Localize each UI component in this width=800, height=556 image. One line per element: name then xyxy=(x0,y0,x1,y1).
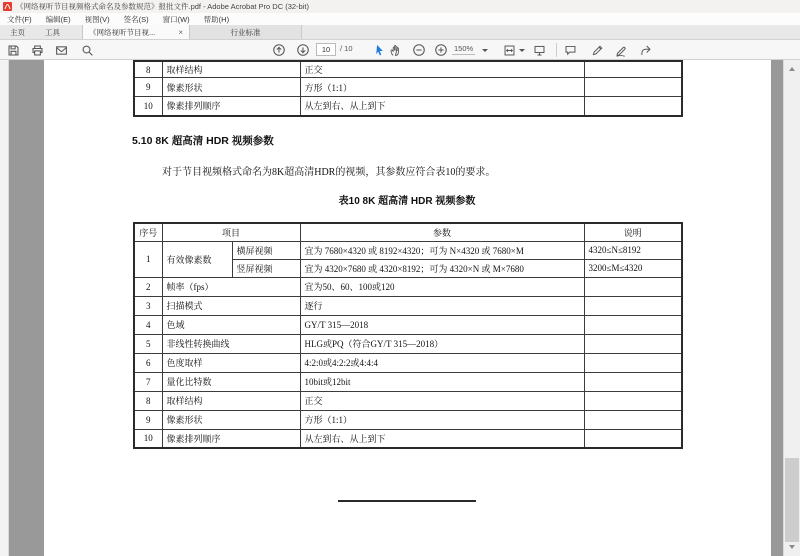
zoom-in-icon[interactable] xyxy=(434,43,448,57)
tab-tools[interactable]: 工具 xyxy=(45,27,60,37)
table-row: 5 非线性转换曲线 HLG或PQ（符合GY/T 315—2018） xyxy=(134,334,682,353)
table-row: 7 量化比特数 10bit或12bit xyxy=(134,372,682,391)
table-row: 9 像素形状 方形（1:1） xyxy=(134,78,682,97)
menu-edit[interactable]: 编辑(E) xyxy=(45,14,71,24)
workspace xyxy=(0,60,800,556)
toolbar-separator xyxy=(556,43,557,57)
table-row: 竖屏视频 宜为 4320×7680 或 4320×8192；可为 4320×N 或 M×7680 3200≤M≤4320 xyxy=(134,259,682,277)
document-view xyxy=(9,60,783,556)
table-row: 6 色度取样 4:2:0或4:2:2或4:4:4 xyxy=(134,353,682,372)
tab-bar xyxy=(0,25,800,40)
table-row: 10 像素排列顺序 从左到右、从上到下 xyxy=(134,97,682,116)
menu-bar xyxy=(0,13,800,25)
footnote-separator-line xyxy=(338,500,476,502)
table-row: 8 取样结构 正交 xyxy=(134,391,682,410)
fit-width-icon[interactable] xyxy=(502,43,516,57)
table-header-row: 序号 项目 参数 说明 xyxy=(134,223,682,241)
fit-dropdown-caret-icon[interactable] xyxy=(519,49,525,55)
section-heading: 5.10 8K 超高清 HDR 视频参数 xyxy=(132,135,274,147)
menu-window[interactable]: 窗口(W) xyxy=(162,14,190,24)
body-paragraph: 对于节目视频格式命名为8K超高清HDR的视频，其参数应符合表10的要求。 xyxy=(162,167,496,178)
previous-page-icon[interactable] xyxy=(272,43,286,57)
fill-sign-icon[interactable] xyxy=(590,43,604,57)
table-row: 2 帧率（fps） 宜为50、60、100或120 xyxy=(134,277,682,296)
zoom-level-value[interactable]: 150% xyxy=(454,44,474,53)
select-tool-icon[interactable] xyxy=(372,43,386,57)
table-10 xyxy=(133,222,683,449)
table-row: 4 色域 GY/T 315—2018 xyxy=(134,315,682,334)
signature-icon[interactable] xyxy=(614,43,628,57)
table-row: 9 像素形状 方形（1:1） xyxy=(134,410,682,429)
comment-icon[interactable] xyxy=(563,43,577,57)
tab-document-active[interactable] xyxy=(82,25,190,39)
table-9-partial xyxy=(133,60,683,117)
title-bar xyxy=(0,0,800,13)
scroll-up-icon[interactable] xyxy=(789,64,795,71)
menu-view[interactable]: 视图(V) xyxy=(84,14,110,24)
tab-home[interactable]: 主页 xyxy=(10,27,25,37)
menu-sign[interactable]: 签名(S) xyxy=(123,14,149,24)
email-icon[interactable] xyxy=(54,43,68,57)
toolbar xyxy=(0,40,800,60)
marquee-zoom-icon[interactable] xyxy=(80,43,94,57)
page-total-label: / 10 xyxy=(340,44,353,53)
scrollbar-thumb[interactable] xyxy=(785,458,799,542)
vertical-scrollbar[interactable] xyxy=(783,60,800,556)
share-icon[interactable] xyxy=(638,43,652,57)
table-row: 10 像素排列顺序 从左到右、从上到下 xyxy=(134,429,682,448)
reading-mode-icon[interactable] xyxy=(532,43,546,57)
next-page-icon[interactable] xyxy=(296,43,310,57)
pdf-page xyxy=(44,60,771,556)
acrobat-app-icon xyxy=(3,2,12,11)
menu-file[interactable]: 文件(F) xyxy=(7,14,32,24)
print-icon[interactable] xyxy=(30,43,44,57)
save-icon[interactable] xyxy=(6,43,20,57)
table-row: 1 有效像素数 横屏视频 宜为 7680×4320 或 8192×4320；可为 N×4320 或 7680×M 4320≤N≤8192 xyxy=(134,241,682,259)
page-number-input[interactable]: 10 xyxy=(316,43,336,56)
hand-tool-icon[interactable] xyxy=(388,43,402,57)
table-row: 8 取样结构 正交 xyxy=(134,61,682,78)
zoom-dropdown-caret-icon[interactable] xyxy=(482,49,488,55)
tab-document-label: 《网络视听节目视... xyxy=(89,27,156,37)
navigation-pane-strip[interactable] xyxy=(0,60,9,556)
table-caption: 表10 8K 超高清 HDR 视频参数 xyxy=(338,196,476,207)
menu-help[interactable]: 帮助(H) xyxy=(203,14,230,24)
window-title: 《网络视听节目视频格式命名及参数规范》报批文件.pdf - Adobe Acrobat Pro DC (32-bit) xyxy=(16,2,309,11)
table-row: 3 扫描模式 逐行 xyxy=(134,296,682,315)
zoom-out-icon[interactable] xyxy=(412,43,426,57)
tab-industry-standard[interactable]: 行业标准 xyxy=(190,25,302,39)
close-tab-icon[interactable]: × xyxy=(178,27,183,37)
scroll-down-icon[interactable] xyxy=(789,545,795,552)
